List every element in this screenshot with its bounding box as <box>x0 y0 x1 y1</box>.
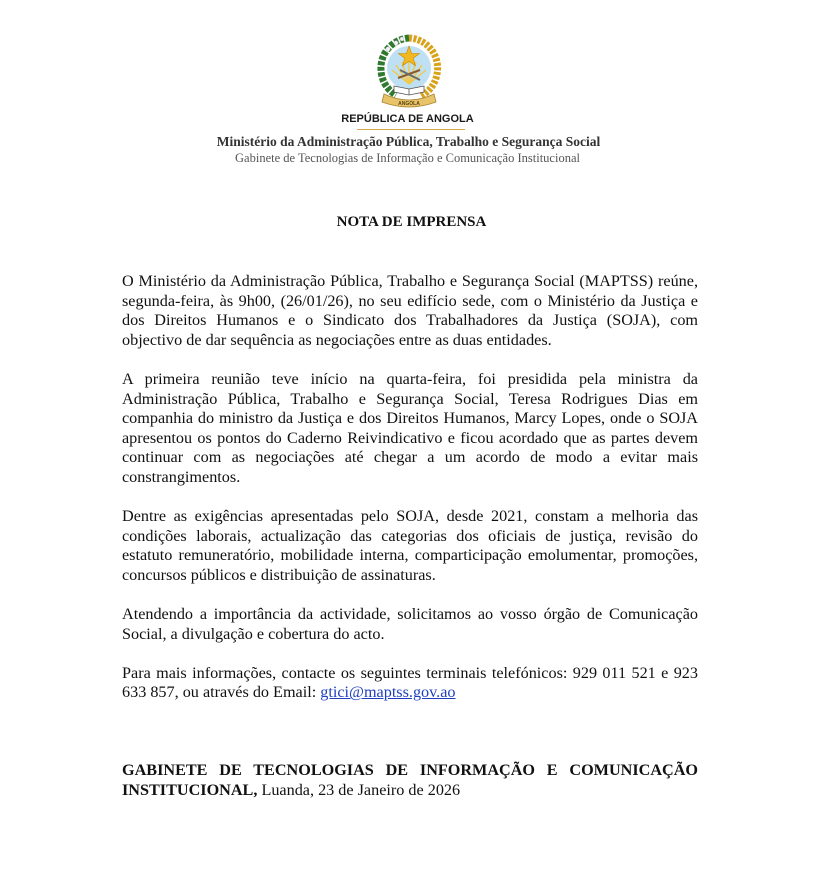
svg-text:ANGOLA: ANGOLA <box>398 101 420 107</box>
contact-text: Para mais informações, contacte os seguintes terminais telefónicos: 929 011 521 e 923 633 857, ou através do Email: <box>122 663 698 702</box>
email-link[interactable]: gtici@maptss.gov.ao <box>320 683 456 702</box>
angola-coat-of-arms-icon <box>374 34 444 110</box>
ministry-name: Ministério da Administração Pública, Trabalho e Segurança Social <box>216 134 601 149</box>
paragraph-meeting-announcement: O Ministério da Administração Pública, Trabalho e Segurança Social (MAPTSS) reúne, segunda-feira, às 9h00, (26/01/26), no seu edifício sede, com o Ministério da Justiça e dos Direitos Humanos e o Sindicato dos Trabalhadores da Justiça (SOJA), com objectivo de dar sequência as negociações entre as duas entidades. <box>122 272 698 349</box>
office-name: Gabinete de Tecnologias de Informação e Comunicação Institucional <box>235 151 580 165</box>
header-divider <box>357 129 465 130</box>
signature-block <box>122 760 698 800</box>
signature-place-date: Luanda, 23 de Janeiro de 2026 <box>257 781 461 799</box>
document-body <box>122 272 698 723</box>
paragraph-demands: Dentre as exigências apresentadas pelo SOJA, desde 2021, constam a melhoria das condições laborais, actualização das categorias dos oficiais de justiça, revisão do estatuto remuneratório, mobilidade interna, comparticipação emolumentar, promoções, concursos públicos e distribuição de assinaturas. <box>122 507 698 584</box>
republic-heading: REPÚBLICA DE ANGOLA <box>341 113 474 125</box>
signature-org: GABINETE DE TECNOLOGIAS DE INFORMAÇÃO E COMUNICAÇÃO INSTITUCIONAL, <box>122 761 698 799</box>
paragraph-first-meeting: A primeira reunião teve início na quarta-feira, foi presidida pela ministra da Administração Pública, Trabalho e Segurança Social, Teresa Rodrigues Dias em companhia do ministro da Justiça e dos Direitos Humanos, Marcy Lopes, onde o SOJA apresentou os pontos do Caderno Reivindicativo e ficou acordado que as partes devem continuar com as negociações até chegar a um acordo de modo a evitar mais constrangimentos. <box>122 369 698 486</box>
document-title: NOTA DE IMPRENSA <box>336 214 487 230</box>
paragraph-contact <box>122 664 698 703</box>
paragraph-media-request: Atendendo a importância da actividade, solicitamos ao vosso órgão de Comunicação Social, a divulgação e cobertura do acto. <box>122 605 698 643</box>
